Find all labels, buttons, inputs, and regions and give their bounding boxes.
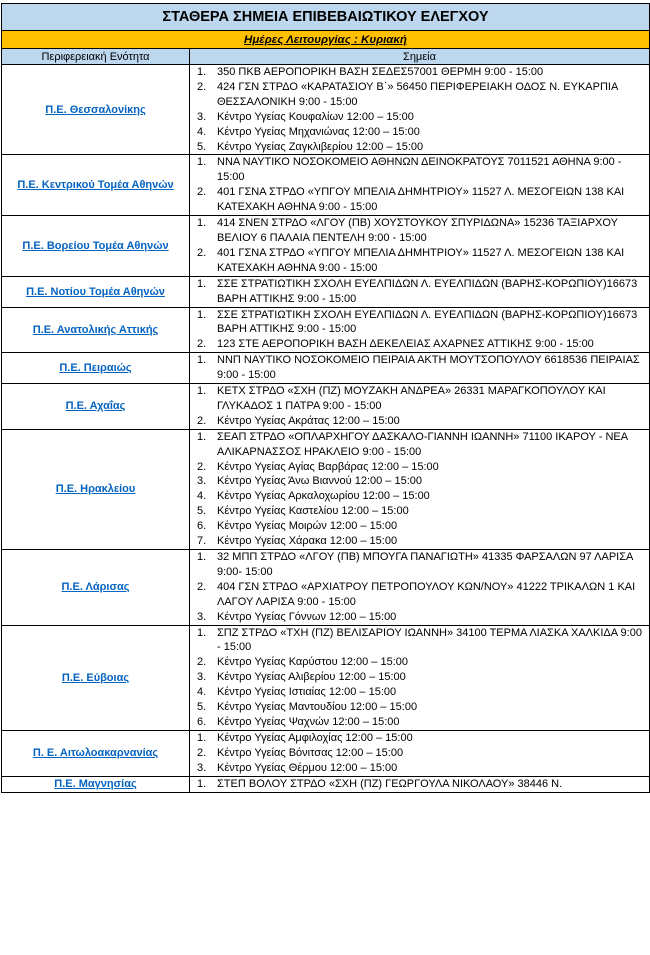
list-item-text: Κέντρο Υγείας Μοιρών 12:00 – 15:00 (217, 520, 398, 533)
list-item-number: 1. (197, 430, 207, 443)
list-item-text: Κέντρο Υγείας Θέρμου 12:00 – 15:00 (217, 761, 398, 774)
list-item-number: 1. (197, 66, 207, 78)
table-row (2, 550, 650, 626)
region-cell (2, 550, 190, 626)
points-list (190, 626, 649, 730)
list-item-text: Κέντρο Υγείας Μαντουδίου 12:00 – 15:00 (217, 701, 418, 714)
points-list (190, 277, 649, 307)
table-row (2, 353, 650, 384)
list-item-number: 1. (197, 354, 207, 367)
region-link[interactable]: Π.Ε. Ανατολικής Αττικής (32, 323, 159, 336)
region-cell (2, 65, 190, 155)
list-item-text: Κέντρο Υγείας Αλιβερίου 12:00 – 15:00 (217, 671, 406, 684)
list-item-number: 2. (197, 186, 207, 199)
list-item-number: 4. (197, 125, 207, 138)
list-item-number: 3. (197, 475, 207, 488)
list-item-text: 424 ΓΣΝ ΣΤΡΔΟ «ΚΑΡΑΤΑΣΙΟΥ Β΄» 56450 ΠΕΡΙΦΕΡΕΙΑΚΗ ΟΔΟΣ Ν. ΕΥΚΑΡΠΙΑ ΘΕΣΣΑΛΟΝΙΚΗ 9:00 - 15:00 (217, 80, 618, 108)
list-item-text: ΚΕΤΧ ΣΤΡΔΟ «ΣΧΗ (ΠΖ) ΜΟΥΖΑΚΗ ΑΝΔΡΕΑ» 26331 ΜΑΡΑΓΚΟΠΟΥΛΟΥ ΚΑΙ ΓΛΥΚΑΔΟΣ 1 ΠΑΤΡΑ 9:00 - 15:00 (217, 385, 606, 412)
list-item (190, 460, 649, 475)
region-link[interactable]: Π.Ε. Νοτίου Τομέα Αθηνών (26, 285, 165, 298)
table-body (2, 4, 650, 793)
table-row (2, 429, 650, 549)
list-item (190, 626, 649, 656)
list-item-number: 1. (197, 777, 207, 790)
region-cell (2, 776, 190, 792)
list-item-text: Κέντρο Υγείας Καστελίου 12:00 – 15:00 (217, 505, 409, 518)
list-item-number: 5. (197, 140, 207, 153)
list-item-number: 2. (197, 80, 207, 93)
list-item (190, 185, 649, 215)
list-item-text: Κέντρο Υγείας Ιστιαίας 12:00 – 15:00 (217, 686, 397, 699)
region-cell (2, 384, 190, 430)
region-link[interactable]: Π.Ε. Λάρισας (61, 581, 130, 594)
table-row (2, 384, 650, 430)
table-row (2, 155, 650, 216)
operating-days-row (2, 31, 650, 49)
list-item-text: ΣΤΕΠ ΒΟΛΟΥ ΣΤΡΔΟ «ΣΧΗ (ΠΖ) ΓΕΩΡΓΟΥΛΑ ΝΙΚΟΛΑΟΥ» 38446 Ν. (217, 777, 563, 790)
column-header-points: Σημεία (190, 49, 650, 65)
points-cell (190, 429, 650, 549)
list-item (190, 474, 649, 489)
list-item-text: ΝΝΑ ΝΑΥΤΙΚΟ ΝΟΣΟΚΟΜΕΙΟ ΑΘΗΝΩΝ ΔΕΙΝΟΚΡΑΤΟΥΣ 7011521 ΑΘΗΝΑ 9:00 - 15:00 (217, 156, 622, 184)
list-item-text: 350 ΠΚΒ ΑΕΡΟΠΟΡΙΚΗ ΒΑΣΗ ΣΕΔΕΣ57001 ΘΕΡΜΗ 9:00 - 15:00 (217, 66, 544, 78)
region-link[interactable]: Π.Ε. Μαγνησίας (54, 778, 137, 791)
list-item-text: 123 ΣΤΕ ΑΕΡΟΠΟΡΙΚΗ ΒΑΣΗ ΔΕΚΕΛΕΙΑΣ ΑΧΑΡΝΕΣ ΑΤΤΙΚΗΣ 9:00 - 15:00 (217, 338, 594, 351)
region-cell (2, 625, 190, 730)
table-row (2, 625, 650, 730)
points-list (190, 65, 649, 154)
list-item-text: ΣΕΑΠ ΣΤΡΔΟ «ΟΠΛΑΡΧΗΓΟΥ ΔΑΣΚΑΛΟ-ΓΙΑΝΝΗ ΙΩΑΝΝΗ» 71100 ΙΚΑΡΟΥ - ΝΕΑ ΑΛΙΚΑΡΝΑΣΣΟΣ ΗΡΑΚΛΕΙΟ 9:00 - 15:00 (217, 430, 628, 458)
region-link[interactable]: Π.Ε. Εύβοιας (61, 671, 130, 684)
points-list (190, 777, 649, 792)
points-list (190, 155, 649, 215)
list-item-number: 1. (197, 626, 207, 639)
list-item (190, 216, 649, 246)
list-item-number: 4. (197, 490, 207, 503)
list-item-text: Κέντρο Υγείας Ακράτας 12:00 – 15:00 (217, 414, 400, 427)
list-item (190, 489, 649, 504)
list-item (190, 761, 649, 776)
list-item-number: 3. (197, 761, 207, 774)
points-list (190, 216, 649, 276)
list-item-number: 1. (197, 156, 207, 169)
points-cell (190, 276, 650, 307)
list-item (190, 353, 649, 383)
points-cell (190, 65, 650, 155)
title-row (2, 4, 650, 31)
list-item-number: 2. (197, 656, 207, 669)
list-item-text: Κέντρο Υγείας Βόνιτσας 12:00 – 15:00 (217, 746, 404, 759)
list-item (190, 580, 649, 610)
points-list (190, 384, 649, 429)
list-item-text: Κέντρο Υγείας Γόννων 12:00 – 15:00 (217, 610, 397, 623)
operating-days-text: Ημέρες Λειτουργίας : Κυριακή (244, 33, 407, 46)
points-cell (190, 384, 650, 430)
list-item (190, 685, 649, 700)
list-item (190, 414, 649, 429)
list-item (190, 534, 649, 549)
table-row (2, 730, 650, 776)
points-cell (190, 353, 650, 384)
points-list (190, 353, 649, 383)
list-item-number: 6. (197, 715, 207, 728)
list-item (190, 308, 649, 338)
list-item (190, 670, 649, 685)
points-list (190, 731, 649, 776)
list-item-number: 6. (197, 520, 207, 533)
list-item-number: 2. (197, 338, 207, 351)
list-item (190, 277, 649, 307)
list-item (190, 246, 649, 276)
list-item-number: 3. (197, 110, 207, 123)
table-row (2, 216, 650, 277)
column-header-region: Περιφερειακή Ενότητα (2, 49, 190, 65)
list-item-text: Κέντρο Υγείας Αρκαλοχωρίου 12:00 – 15:00 (217, 490, 430, 503)
points-cell (190, 776, 650, 792)
list-item-number: 1. (197, 731, 207, 744)
header-row (2, 49, 650, 65)
list-item-text: Κέντρο Υγείας Αγίας Βαρβάρας 12:00 – 15:00 (217, 460, 439, 473)
list-item-number: 2. (197, 414, 207, 427)
region-cell (2, 353, 190, 384)
list-item (190, 610, 649, 625)
list-item (190, 140, 649, 155)
points-list (190, 308, 649, 353)
points-cell (190, 550, 650, 626)
region-cell (2, 429, 190, 549)
list-item-number: 4. (197, 686, 207, 699)
list-item-number: 1. (197, 308, 207, 321)
list-item-number: 1. (197, 217, 207, 230)
list-item-text: Κέντρο Υγείας Κουφαλίων 12:00 – 15:00 (217, 110, 414, 123)
list-item (190, 746, 649, 761)
list-item-text: ΣΣΕ ΣΤΡΑΤΙΩΤΙΚΗ ΣΧΟΛΗ ΕΥΕΛΠΙΔΩΝ Λ. ΕΥΕΛΠΙΔΩΝ (ΒΑΡΗΣ-ΚΟΡΩΠΙΟΥ)16673 ΒΑΡΗ ΑΤΤΙΚΗΣ 9:00 - 15:00 (217, 277, 638, 305)
list-item (190, 65, 649, 80)
list-item-text: Κέντρο Υγείας Μηχανιώνας 12:00 – 15:00 (217, 125, 420, 138)
region-link[interactable]: Π.Ε. Αχαΐας (65, 400, 126, 413)
table-row (2, 776, 650, 792)
list-item-number: 1. (197, 385, 207, 398)
list-item-number: 2. (197, 746, 207, 759)
points-cell (190, 730, 650, 776)
table-row (2, 65, 650, 155)
region-cell (2, 307, 190, 353)
list-item-text: 401 ΓΣΝΑ ΣΤΡΔΟ «ΥΠΓΟΥ ΜΠΕΛΙΑ ΔΗΜΗΤΡΙΟΥ» 11527 Λ. ΜΕΣΟΓΕΙΩΝ 138 ΚΑΙ ΚΑΤΕΧΑΚΗ ΑΘΗΝΑ 9:00 - 15:00 (217, 186, 625, 214)
list-item (190, 110, 649, 125)
region-cell (2, 730, 190, 776)
points-cell (190, 625, 650, 730)
list-item (190, 550, 649, 580)
region-link[interactable]: Π. Ε. Αιτωλοακαρνανίας (32, 747, 159, 760)
list-item (190, 80, 649, 110)
list-item-number: 5. (197, 505, 207, 518)
region-cell (2, 216, 190, 277)
list-item-text: 404 ΓΣΝ ΣΤΡΔΟ «ΑΡΧΙΑΤΡΟΥ ΠΕΤΡΟΠΟΥΛΟΥ ΚΩΝ/ΝΟΥ» 41222 ΤΡΙΚΑΛΩΝ 1 ΚΑΙ ΛΑΓΟΥ ΛΑΡΙΣΑ 9:00 - 15:00 (217, 580, 636, 608)
table-row (2, 307, 650, 353)
list-item (190, 504, 649, 519)
list-item (190, 731, 649, 746)
list-item-text: ΝΝΠ ΝΑΥΤΙΚΟ ΝΟΣΟΚΟΜΕΙΟ ΠΕΙΡΑΙΑ ΑΚΤΗ ΜΟΥΤΣΟΠΟΥΛΟΥ 6618536 ΠΕΙΡΑΙΑΣ 9:00 - 15:00 (217, 354, 640, 382)
list-item-text: ΣΠΖ ΣΤΡΔΟ «ΤΧΗ (ΠΖ) ΒΕΛΙΣΑΡΙΟΥ ΙΩΑΝΝΗ» 34100 ΤΕΡΜΑ ΛΙΑΣΚΑ ΧΑΛΚΙΔΑ 9:00 - 15:00 (217, 626, 642, 654)
points-cell (190, 307, 650, 353)
list-item-number: 2. (197, 246, 207, 259)
points-cell (190, 155, 650, 216)
list-item-number: 5. (197, 701, 207, 714)
list-item-number: 1. (197, 551, 207, 563)
list-item (190, 337, 649, 352)
region-cell (2, 155, 190, 216)
list-item (190, 519, 649, 534)
list-item-text: Κέντρο Υγείας Ζαγκλιβερίου 12:00 – 15:00 (217, 140, 424, 153)
points-list (190, 430, 649, 549)
list-item (190, 715, 649, 730)
list-item-number: 1. (197, 277, 207, 290)
points-list (190, 550, 649, 625)
list-item-text: ΣΣΕ ΣΤΡΑΤΙΩΤΙΚΗ ΣΧΟΛΗ ΕΥΕΛΠΙΔΩΝ Λ. ΕΥΕΛΠΙΔΩΝ (ΒΑΡΗΣ-ΚΟΡΩΠΙΟΥ)16673 ΒΑΡΗ ΑΤΤΙΚΗΣ 9:00 - 15:00 (217, 308, 638, 336)
list-item-number: 3. (197, 671, 207, 684)
list-item-text: Κέντρο Υγείας Χάρακα 12:00 – 15:00 (217, 535, 398, 548)
region-link[interactable]: Π.Ε. Θεσσαλονίκης (45, 103, 146, 116)
list-item-text: 32 ΜΠΠ ΣΤΡΔΟ «ΛΓΟΥ (ΠΒ) ΜΠΟΥΓΑ ΠΑΝΑΓΙΩΤΗ» 41335 ΦΑΡΣΑΛΩΝ 97 ΛΑΡΙΣΑ 9:00- 15:00 (217, 551, 633, 578)
list-item (190, 125, 649, 140)
list-item-number: 3. (197, 610, 207, 623)
checkpoints-table (1, 3, 650, 793)
list-item (190, 700, 649, 715)
list-item-text: Κέντρο Υγείας Αμφιλοχίας 12:00 – 15:00 (217, 731, 413, 744)
points-cell (190, 216, 650, 277)
list-item-text: 414 ΣΝΕΝ ΣΤΡΔΟ «ΛΓΟΥ (ΠΒ) ΧΟΥΣΤΟΥΚΟΥ ΣΠΥΡΙΔΩΝΑ» 15236 ΤΑΞΙΑΡΧΟΥ ΒΕΛΙΟΥ 6 ΠΑΛΑΙΑ ΠΕΝΤΕΛΗ 9:00 - 15:00 (217, 217, 618, 244)
region-cell (2, 276, 190, 307)
list-item-text: Κέντρο Υγείας Καρύστου 12:00 – 15:00 (217, 656, 408, 669)
region-link[interactable]: Π.Ε. Πειραιώς (59, 362, 132, 375)
page-title: ΣΤΑΘΕΡΑ ΣΗΜΕΙΑ ΕΠΙΒΕΒΑΙΩΤΙΚΟΥ ΕΛΕΓΧΟΥ (2, 4, 650, 31)
list-item (190, 655, 649, 670)
list-item (190, 777, 649, 792)
list-item (190, 430, 649, 460)
list-item (190, 384, 649, 414)
list-item (190, 155, 649, 185)
list-item-text: Κέντρο Υγείας Άνω Βιαννού 12:00 – 15:00 (217, 475, 422, 488)
region-link[interactable]: Π.Ε. Κεντρικού Τομέα Αθηνών (17, 179, 174, 192)
region-link[interactable]: Π.Ε. Βορείου Τομέα Αθηνών (22, 239, 169, 252)
operating-days-banner (2, 31, 650, 49)
table-row (2, 276, 650, 307)
list-item-text: 401 ΓΣΝΑ ΣΤΡΔΟ «ΥΠΓΟΥ ΜΠΕΛΙΑ ΔΗΜΗΤΡΙΟΥ» 11527 Λ. ΜΕΣΟΓΕΙΩΝ 138 ΚΑΙ ΚΑΤΕΧΑΚΗ ΑΘΗΝΑ 9:00 - 15:00 (217, 246, 625, 274)
region-link[interactable]: Π.Ε. Ηρακλείου (55, 483, 136, 496)
list-item-number: 7. (197, 535, 207, 548)
list-item-text: Κέντρο Υγείας Ψαχνών 12:00 – 15:00 (217, 715, 400, 728)
list-item-number: 2. (197, 460, 207, 473)
list-item-number: 2. (197, 580, 207, 593)
